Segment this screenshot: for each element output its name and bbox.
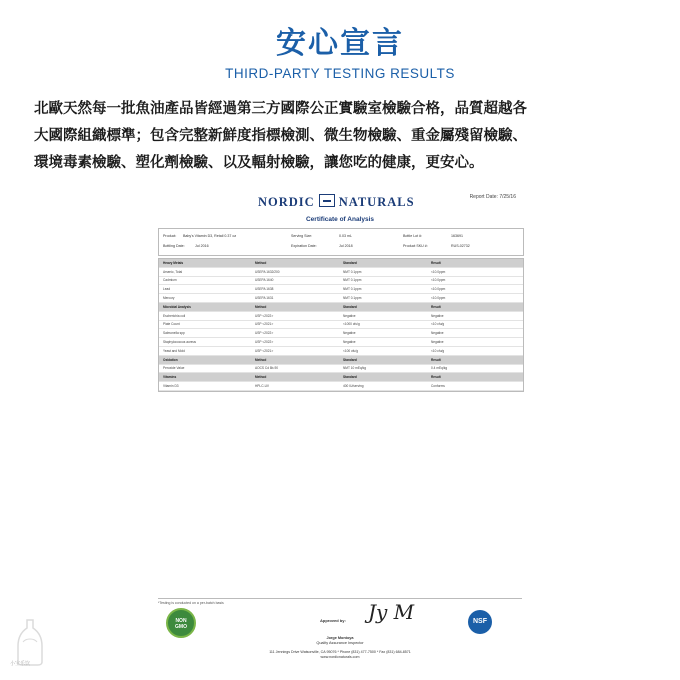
table-cell: <10 cfu/g <box>431 348 445 353</box>
page-title: 安心宣言 <box>276 26 404 61</box>
table-header-row <box>159 303 523 312</box>
table-cell: <10.0ppm <box>431 287 446 292</box>
table-cell: USP <2022> <box>255 313 274 318</box>
signer-block <box>150 636 530 646</box>
signer-name: Jorge Montoya <box>326 636 354 640</box>
table-cell: Arsenic, Total <box>163 269 183 274</box>
table-cell: Negative <box>431 331 444 336</box>
brand-name-left: NORDIC <box>258 195 315 209</box>
table-cell: Negative <box>343 331 356 336</box>
table-cell: <10.0ppm <box>431 296 446 301</box>
table-cell: Peroxide Value <box>163 366 185 371</box>
lot-label: Bottle Lot #: <box>403 234 423 238</box>
certificate-title: Certificate of Analysis <box>305 216 375 223</box>
intro-line: 大國際組織標準；包含完整新鮮度指標檢測、微生物檢驗、重金屬殘留檢驗、 <box>34 128 527 144</box>
table-row <box>159 268 523 277</box>
certificate-of-analysis <box>150 190 530 660</box>
table-row <box>159 382 523 391</box>
table-header-row <box>159 373 523 382</box>
table-cell: Microbial Analysis <box>163 304 191 309</box>
non-gmo-text: GMO <box>175 624 187 630</box>
brand-logo <box>258 194 415 210</box>
table-cell: Vitamin D3 <box>163 384 179 389</box>
table-row <box>159 321 523 330</box>
watermark-text: 小宝乐饮 <box>10 661 31 667</box>
table-cell: 400 IU/serving <box>343 384 364 389</box>
table-row <box>159 338 523 347</box>
table-cell: Conforms <box>431 384 445 389</box>
table-cell: Method <box>255 375 267 380</box>
table-cell: NMT 0.1ppm <box>343 278 362 283</box>
report-date <box>470 194 516 200</box>
table-cell: Negative <box>343 340 356 345</box>
table-cell: Negative <box>431 340 444 345</box>
product-value: Baby's Vitamin D3, Retail 0.37 oz <box>183 234 237 238</box>
table-cell: Result <box>431 304 441 309</box>
footer-divider <box>158 598 522 599</box>
table-cell: Method <box>255 357 267 362</box>
table-cell: USEPA 1632/200 <box>255 269 280 274</box>
footnote: *Testing is conducted on a per-batch basis <box>158 601 224 605</box>
table-cell: Standard <box>343 357 357 362</box>
table-cell: Result <box>431 375 441 380</box>
table-cell: NMT 0.1ppm <box>343 296 362 301</box>
report-date-value: 7/25/16 <box>499 194 516 200</box>
table-cell: USEPA 1631 <box>255 296 274 301</box>
table-cell: Method <box>255 304 267 309</box>
table-cell: Standard <box>343 375 357 380</box>
table-cell: Heavy Metals <box>163 260 184 265</box>
lot-value: 163691 <box>451 234 463 238</box>
company-address <box>150 650 530 660</box>
table-cell: HPLC-UV <box>255 384 269 389</box>
table-cell: Cadmium <box>163 278 177 283</box>
intro-line: 環境毒素檢驗、塑化劑檢驗、以及輻射檢驗，讓您吃的健康，更安心。 <box>34 155 484 171</box>
approved-by-label: Approved by: <box>320 618 346 623</box>
table-cell: <100 cfu/g <box>343 348 358 353</box>
intro-text <box>34 96 650 177</box>
table-cell: Vitamins <box>163 375 177 380</box>
table-row <box>159 294 523 303</box>
non-gmo-badge-icon <box>166 608 196 638</box>
bottle-watermark-icon <box>12 618 48 666</box>
analysis-table <box>158 258 524 392</box>
table-cell: Method <box>255 260 267 265</box>
table-row <box>159 285 523 294</box>
brand-emblem-icon <box>319 194 335 207</box>
table-cell: <10.0ppm <box>431 278 446 283</box>
table-cell: Standard <box>343 260 357 265</box>
table-cell: <10.0ppm <box>431 269 446 274</box>
serving-label: Serving Size: <box>291 234 313 238</box>
table-row <box>159 347 523 356</box>
table-cell: Standard <box>343 304 357 309</box>
table-cell: <10 cfu/g <box>431 322 445 327</box>
sku-label: Product SKU #: <box>403 244 428 248</box>
bottling-label: Bottling Date: <box>163 244 185 248</box>
table-cell: 0.4 mEq/kg <box>431 366 448 371</box>
table-cell: Escherichia coli <box>163 313 186 318</box>
nsf-badge-icon: NSF <box>468 610 492 634</box>
address-line: 111 Jennings Drive Watsonville, CA 95076 * Phone (831) 477-7500 * Fax (831) 684-8571 <box>269 650 411 654</box>
table-row <box>159 277 523 286</box>
non-gmo-text: NON <box>175 618 187 624</box>
sku-value: RUS-02732 <box>451 244 470 248</box>
table-cell: Oxidation <box>163 357 178 362</box>
table-cell: Staphylococcus aureus <box>163 340 196 345</box>
serving-value: 0.03 mL <box>339 234 352 238</box>
table-cell: Yeast and Mold <box>163 348 185 353</box>
table-cell: USP <2022> <box>255 340 274 345</box>
table-cell: Mercury <box>163 296 175 301</box>
expiration-value: Jul 2018 <box>339 244 353 248</box>
table-cell: USEPA 1638 <box>255 287 274 292</box>
table-cell: Result <box>431 260 441 265</box>
signature: Jy M <box>368 600 415 624</box>
table-cell: Result <box>431 357 441 362</box>
report-date-label: Report Date: <box>469 194 498 200</box>
table-cell: USEPA 1640 <box>255 278 274 283</box>
table-cell: USP <2021> <box>255 322 274 327</box>
website-line: www.nordicnaturals.com <box>320 655 360 659</box>
table-row <box>159 312 523 321</box>
page-subtitle: THIRD-PARTY TESTING RESULTS <box>225 66 455 81</box>
signer-title: Quality Assurance Inspector <box>316 641 364 645</box>
table-header-row <box>159 356 523 365</box>
table-cell: <1000 cfu/g <box>343 322 360 327</box>
table-cell: NMT 10 mEq/kg <box>343 366 366 371</box>
table-row <box>159 365 523 374</box>
bottling-value: Jul 2016 <box>195 244 209 248</box>
table-cell: NMT 0.1ppm <box>343 287 362 292</box>
table-cell: Negative <box>343 313 356 318</box>
table-cell: AOCS Cd 8b-90 <box>255 366 279 371</box>
intro-line: 北歐天然每一批魚油產品皆經過第三方國際公正實驗室檢驗合格，品質超越各 <box>34 101 527 117</box>
expiration-label: Expiration Date: <box>291 244 317 248</box>
table-cell: USP <2021> <box>255 348 274 353</box>
product-label: Product: <box>163 234 177 238</box>
table-cell: Lead <box>163 287 171 292</box>
table-cell: Salmonella spp <box>163 331 185 336</box>
table-row <box>159 329 523 338</box>
table-cell: Negative <box>431 313 444 318</box>
table-header-row <box>159 259 523 268</box>
table-cell: NMT 0.1ppm <box>343 269 362 274</box>
table-cell: USP <2022> <box>255 331 274 336</box>
table-cell: Plate Count <box>163 322 180 327</box>
product-info-box <box>158 228 524 256</box>
brand-name-right: NATURALS <box>338 195 415 209</box>
